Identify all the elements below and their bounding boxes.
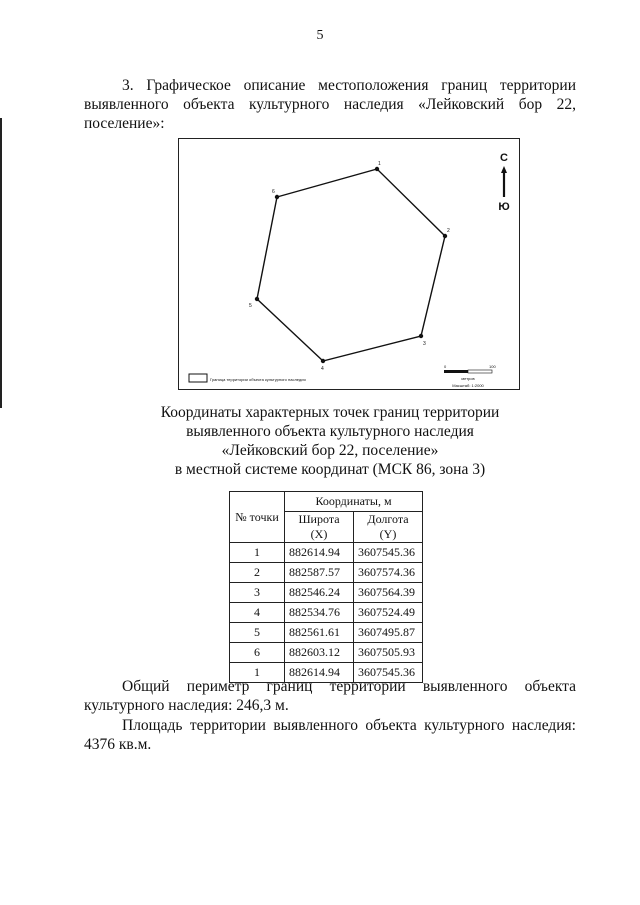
latitude-value: 882603.12	[285, 643, 354, 663]
latitude-value: 882614.94	[285, 543, 354, 563]
coordinates-caption	[100, 403, 560, 479]
longitude-value: 3607495.87	[354, 623, 423, 643]
header-point-number: № точки	[230, 492, 285, 543]
north-arrow	[498, 152, 509, 213]
longitude-value: 3607505.93	[354, 643, 423, 663]
vertex-4	[321, 359, 325, 363]
table-row	[230, 563, 423, 583]
coordinates-table	[229, 491, 423, 683]
boundary-vertices	[255, 167, 447, 363]
point-number: 1	[230, 543, 285, 563]
coordinates-caption-line3: «Лейковский бор 22, поселение»	[221, 442, 439, 459]
vertex-label-5: 5	[249, 303, 252, 309]
header-coordinates: Координаты, м	[285, 492, 423, 512]
latitude-value: 882614.94	[285, 663, 354, 683]
point-number: 6	[230, 643, 285, 663]
table-row	[230, 583, 423, 603]
latitude-value: 882587.57	[285, 563, 354, 583]
coordinates-caption-line1: Координаты характерных точек границ территории	[160, 404, 500, 421]
longitude-value: 3607545.36	[354, 663, 423, 683]
page-number: 5	[316, 28, 324, 43]
point-number: 5	[230, 623, 285, 643]
longitude-value: 3607574.36	[354, 563, 423, 583]
longitude-value: 3607564.39	[354, 583, 423, 603]
scale-bar	[444, 364, 496, 388]
point-number: 4	[230, 603, 285, 623]
table-row	[230, 603, 423, 623]
vertex-2	[443, 234, 447, 238]
header-longitude: Долгота (Y)	[354, 512, 423, 543]
coordinates-caption-line2: выявленного объекта культурного наследия	[186, 423, 474, 440]
scale-ratio: Масштаб: 1:2000	[452, 383, 484, 388]
vertex-label-6: 6	[272, 189, 275, 195]
point-number: 2	[230, 563, 285, 583]
vertex-label-2: 2	[447, 228, 450, 234]
latitude-value: 882534.76	[285, 603, 354, 623]
latitude-value: 882546.24	[285, 583, 354, 603]
table-row	[230, 643, 423, 663]
point-number: 1	[230, 663, 285, 683]
scale-tick-100: 100	[489, 364, 496, 369]
table-row	[230, 623, 423, 643]
longitude-value: 3607545.36	[354, 543, 423, 563]
area-paragraph: Площадь территории выявленного объекта культурного наследия: 4376 кв.м.	[84, 717, 576, 753]
vertex-label-1: 1	[378, 161, 381, 167]
scan-edge-mark	[0, 118, 2, 408]
north-label: С	[500, 152, 508, 164]
latitude-value: 882561.61	[285, 623, 354, 643]
south-label: Ю	[498, 201, 510, 213]
boundary-map	[178, 138, 520, 390]
map-legend	[189, 374, 306, 382]
scale-tick-0: 0	[444, 364, 447, 369]
table-row	[230, 543, 423, 563]
territory-boundary-polygon	[257, 169, 445, 361]
legend-text: Граница территории объекта культурного наследия	[210, 377, 306, 382]
point-number: 3	[230, 583, 285, 603]
vertex-label-4: 4	[321, 366, 324, 372]
longitude-value: 3607524.49	[354, 603, 423, 623]
boundary-map-drawing	[179, 139, 521, 391]
vertex-label-3: 3	[423, 341, 426, 347]
vertex-3	[419, 334, 423, 338]
legend-swatch	[189, 374, 207, 382]
scale-units: метров	[461, 376, 475, 381]
header-latitude: Широта (X)	[285, 512, 354, 543]
coordinates-table-body	[230, 543, 423, 683]
vertex-6	[275, 195, 279, 199]
coordinates-caption-line4: в местной системе координат (МСК 86, зона 3)	[174, 461, 486, 478]
perimeter-paragraph: Общий периметр границ территории выявленного объекта культурного наследия: 246,3 м.	[84, 678, 576, 714]
vertex-5	[255, 297, 259, 301]
section-heading: 3. Графическое описание местоположения границ территории выявленного объекта культурного наследия «Лейковский бор 22, поселение»:	[84, 77, 576, 132]
vertex-1	[375, 167, 379, 171]
